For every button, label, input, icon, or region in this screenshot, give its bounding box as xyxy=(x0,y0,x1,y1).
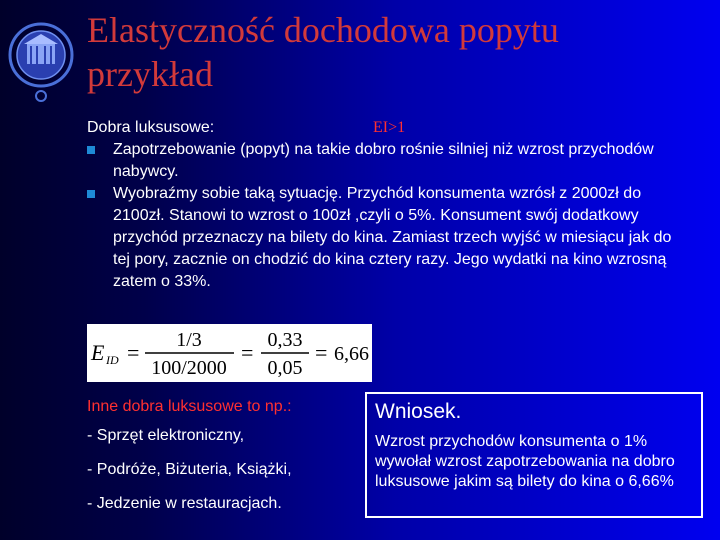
elasticity-condition: EI>1 xyxy=(373,119,406,136)
elasticity-formula xyxy=(87,324,372,382)
bullet-text: Wyobraźmy sobie taką sytuację. Przychód konsumenta wzrósł z 2000zł do 2100zł. Stanowi to wzrost o 100zł ,czyli o 5%. Konsument swój dodatkowy przychód przeznaczy na bilety do kina. Zamiast trzech wyjść w miesiącu jak do tej pory, zacznie on chodzić do kina cztery razy. Jego wydatki na kino wzrosną zatem o 33%. xyxy=(113,185,672,290)
slide-title xyxy=(87,8,707,96)
conclusion-text: Wzrost przychodów konsumenta o 1% wywołał wzrost zapotrzebowania na dobro luksusowe jakim są bilety do kina o 6,66% xyxy=(375,433,675,490)
formula-subscript: ID xyxy=(106,353,119,367)
bullet-item xyxy=(87,183,687,293)
square-bullet-icon xyxy=(87,146,95,154)
conclusion-box xyxy=(365,392,703,518)
luxury-goods-heading: Dobra luksusowe: xyxy=(87,119,215,136)
formula-frac1-numerator: 1/3 xyxy=(176,329,202,351)
square-bullet-icon xyxy=(87,190,95,198)
list-item: - Sprzęt elektroniczny, xyxy=(87,427,245,444)
formula-equals-3: = xyxy=(315,340,328,365)
list-item: - Podróże, Biżuteria, Książki, xyxy=(87,461,292,478)
other-luxury-goods xyxy=(87,398,357,528)
bullet-text: Zapotrzebowanie (popyt) na takie dobro rośnie silniej niż wzrost przychodów nabywcy. xyxy=(113,141,654,180)
conclusion-heading: Wniosek. xyxy=(375,400,462,423)
main-content xyxy=(87,117,687,293)
formula-equals-2: = xyxy=(241,340,254,365)
other-goods-heading: Inne dobra luksusowe to np.: xyxy=(87,398,292,415)
list-item: - Jedzenie w restauracjach. xyxy=(87,495,282,512)
luxury-heading-line xyxy=(87,117,687,139)
formula-result: 6,66 xyxy=(334,343,369,365)
formula-frac1-denominator: 100/2000 xyxy=(151,357,227,379)
university-logo xyxy=(6,10,80,106)
formula-frac2-numerator: 0,33 xyxy=(267,329,303,351)
formula-equals-1: = xyxy=(127,340,140,365)
bullet-item xyxy=(87,139,687,183)
formula-e: E xyxy=(91,340,105,365)
formula-frac2-denominator: 0,05 xyxy=(267,357,303,379)
title-line-2: przykład xyxy=(87,54,213,94)
title-line-1: Elastyczność dochodowa popytu xyxy=(87,10,559,50)
